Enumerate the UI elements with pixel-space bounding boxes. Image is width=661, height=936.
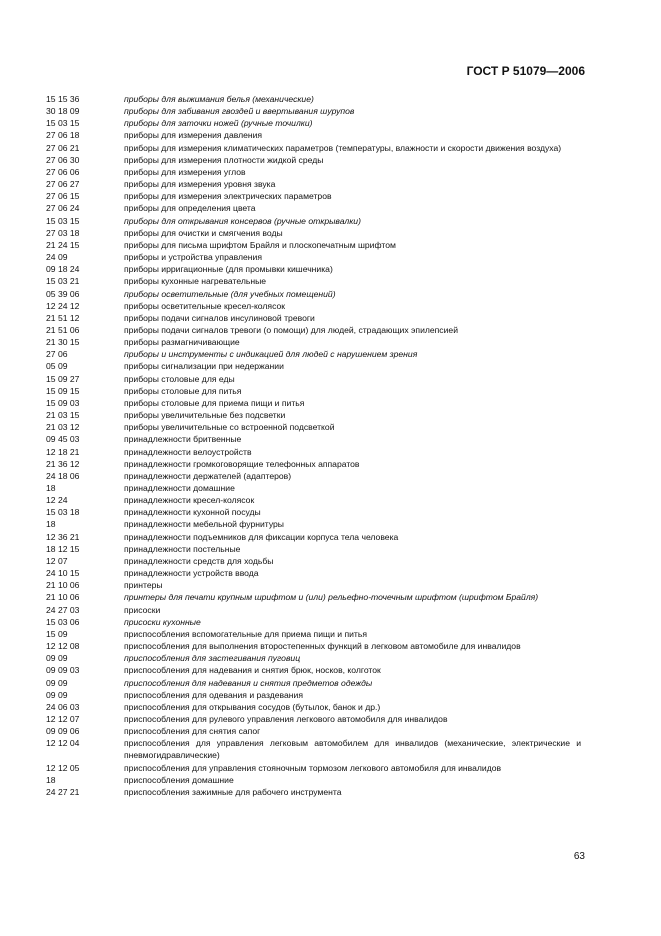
entry-code: 18 (46, 774, 56, 785)
entry-description: приборы для определения цвета (124, 203, 256, 214)
entry-code: 24 09 (46, 252, 68, 263)
list-item (46, 336, 581, 348)
list-item (46, 239, 581, 251)
list-item (46, 555, 581, 567)
entry-code: 12 12 08 (46, 641, 80, 652)
entry-description: принадлежности держателей (адаптеров) (124, 470, 292, 481)
entry-description: принадлежности устройств ввода (124, 568, 259, 579)
entry-code: 21 03 12 (46, 422, 80, 433)
entry-description: приборы осветительные (для учебных помещений) (124, 288, 336, 299)
list-item (46, 543, 581, 555)
entry-code: 24 10 15 (46, 568, 80, 579)
entry-description: приборы осветительные кресел-колясок (124, 300, 286, 311)
list-item (46, 300, 581, 312)
entry-code: 27 06 18 (46, 130, 80, 141)
list-item (46, 202, 581, 214)
entry-code: 12 24 (46, 495, 68, 506)
list-item (46, 142, 581, 154)
entry-description: приспособления домашние (124, 774, 234, 785)
document-header: ГОСТ Р 51079—2006 (466, 64, 585, 78)
entry-description: приборы столовые для еды (124, 373, 235, 384)
entry-description: приборы столовые для приема пищи и питья (124, 397, 305, 408)
list-item (46, 701, 581, 713)
entry-list (46, 93, 581, 798)
entry-description: принадлежности кухонной посуды (124, 507, 261, 518)
entry-description: приборы столовые для питья (124, 385, 242, 396)
entry-code: 15 03 21 (46, 276, 80, 287)
entry-description: принтеры для печати крупным шрифтом и (или) рельефно-точечным шрифтом (шрифтом Брайля) (124, 592, 539, 603)
entry-description: приборы для измерения углов (124, 166, 246, 177)
list-item (46, 348, 581, 360)
entry-code: 21 36 12 (46, 458, 80, 469)
list-item (46, 470, 581, 482)
list-item (46, 531, 581, 543)
list-item (46, 288, 581, 300)
entry-description: приборы для измерения электрических параметров (124, 191, 332, 202)
list-item (46, 737, 581, 761)
entry-code: 12 12 07 (46, 713, 80, 724)
entry-code: 24 06 03 (46, 701, 80, 712)
entry-code: 12 18 21 (46, 446, 80, 457)
entry-code: 12 12 05 (46, 762, 80, 773)
entry-code: 21 24 15 (46, 239, 80, 250)
entry-description: приспособления зажимные для рабочего инструмента (124, 786, 342, 797)
entry-description: приспособления для открывания сосудов (бутылок, банок и др.) (124, 701, 381, 712)
entry-description: принадлежности постельные (124, 543, 241, 554)
list-item (46, 433, 581, 445)
entry-code: 12 12 04 (46, 738, 80, 749)
entry-code: 24 27 03 (46, 604, 80, 615)
entry-description: присоски кухонные (124, 616, 201, 627)
entry-description: приспособления для управления легковым автомобилем для инвалидов (механические, электрические и пневмогидравлические) (124, 738, 581, 761)
entry-description: принадлежности подъемников для фиксации корпуса тела человека (124, 531, 399, 542)
entry-description: принадлежности громкоговорящие телефонных аппаратов (124, 458, 360, 469)
list-item (46, 117, 581, 129)
list-item (46, 154, 581, 166)
entry-code: 09 18 24 (46, 264, 80, 275)
entry-description: принадлежности велоустройств (124, 446, 252, 457)
entry-description: приборы для измерения плотности жидкой среды (124, 154, 324, 165)
list-item (46, 567, 581, 579)
entry-code: 12 36 21 (46, 531, 80, 542)
entry-code: 05 09 (46, 361, 68, 372)
entry-description: приспособления для снятия сапог (124, 726, 261, 737)
list-item (46, 579, 581, 591)
entry-description: приборы сигнализации при недержании (124, 361, 284, 372)
entry-description: принтеры (124, 580, 163, 591)
entry-code: 15 09 (46, 628, 68, 639)
list-item (46, 385, 581, 397)
entry-description: принадлежности кресел-колясок (124, 495, 255, 506)
entry-code: 24 18 06 (46, 470, 80, 481)
entry-code: 21 51 12 (46, 312, 80, 323)
list-item (46, 190, 581, 202)
entry-code: 27 06 30 (46, 154, 80, 165)
entry-code: 30 18 09 (46, 106, 80, 117)
entry-description: приборы увеличительные без подсветки (124, 410, 286, 421)
entry-code: 09 09 (46, 653, 68, 664)
list-item (46, 506, 581, 518)
list-item (46, 494, 581, 506)
entry-description: присоски (124, 604, 161, 615)
list-item (46, 373, 581, 385)
entry-description: приспособления для надевания и снятия предметов одежды (124, 677, 373, 688)
entry-code: 15 03 06 (46, 616, 80, 627)
entry-code: 15 03 15 (46, 118, 80, 129)
list-item (46, 409, 581, 421)
entry-description: приспособления для выполнения второстепенных функций в легковом автомобиле для инвалидов (124, 641, 521, 652)
entry-code: 18 (46, 519, 56, 530)
entry-code: 27 06 21 (46, 142, 80, 153)
entry-code: 09 45 03 (46, 434, 80, 445)
entry-code: 27 06 24 (46, 203, 80, 214)
entry-description: приборы для письма шрифтом Брайля и плоскопечатным шрифтом (124, 239, 396, 250)
list-item (46, 774, 581, 786)
list-item (46, 105, 581, 117)
entry-description: приспособления для надевания и снятия брюк, носков, колготок (124, 665, 381, 676)
entry-description: приборы увеличительные со встроенной подсветкой (124, 422, 335, 433)
entry-code: 15 03 18 (46, 507, 80, 518)
list-item (46, 458, 581, 470)
entry-description: приборы ирригационные (для промывки кишечника) (124, 264, 333, 275)
entry-description: приборы для забивания гвоздей и ввертывания шурупов (124, 106, 355, 117)
entry-description: приборы размагничивающие (124, 337, 240, 348)
entry-description: приборы для измерения уровня звука (124, 179, 276, 190)
list-item (46, 312, 581, 324)
entry-code: 27 03 18 (46, 227, 80, 238)
list-item (46, 421, 581, 433)
entry-code: 15 09 03 (46, 397, 80, 408)
list-item (46, 652, 581, 664)
entry-description: приборы кухонные нагревательные (124, 276, 267, 287)
entry-description: принадлежности бритвенные (124, 434, 242, 445)
page-number: 63 (573, 851, 585, 862)
list-item (46, 664, 581, 676)
list-item (46, 227, 581, 239)
entry-description: приспособления для управления стояночным тормозом легкового автомобиля для инвалидов (124, 762, 502, 773)
entry-description: приспособления для рулевого управления легкового автомобиля для инвалидов (124, 713, 448, 724)
list-item (46, 275, 581, 287)
list-item (46, 482, 581, 494)
list-item (46, 324, 581, 336)
entry-code: 21 03 15 (46, 410, 80, 421)
entry-code: 05 39 06 (46, 288, 80, 299)
list-item (46, 677, 581, 689)
entry-description: приборы подачи сигналов инсулиновой тревоги (124, 312, 315, 323)
entry-description: приборы и устройства управления (124, 252, 262, 263)
list-item (46, 604, 581, 616)
list-item (46, 397, 581, 409)
entry-code: 18 (46, 483, 56, 493)
list-item (46, 616, 581, 628)
entry-code: 09 09 (46, 677, 68, 688)
list-item (46, 591, 581, 603)
entry-code: 15 09 27 (46, 373, 80, 384)
entry-code: 27 06 (46, 349, 68, 360)
list-item (46, 93, 581, 105)
entry-code: 12 24 12 (46, 300, 80, 311)
entry-description: приборы подачи сигналов тревоги (о помощи) для людей, страдающих эпилепсией (124, 324, 458, 335)
entry-description: приспособления для одевания и раздевания (124, 689, 303, 700)
list-item (46, 166, 581, 178)
list-item (46, 129, 581, 141)
entry-code: 21 10 06 (46, 592, 80, 603)
entry-code: 21 10 06 (46, 580, 80, 591)
entry-code: 27 06 15 (46, 191, 80, 202)
list-item (46, 762, 581, 774)
list-item (46, 713, 581, 725)
entry-code: 09 09 06 (46, 726, 80, 737)
list-item (46, 725, 581, 737)
entry-code: 15 03 15 (46, 215, 80, 226)
entry-code: 21 51 06 (46, 324, 80, 335)
entry-description: принадлежности домашние (124, 483, 235, 493)
entry-code: 09 09 (46, 689, 68, 700)
entry-description: приборы и инструменты с индикацией для людей с нарушением зрения (124, 349, 418, 360)
entry-code: 27 06 27 (46, 179, 80, 190)
entry-description: принадлежности средств для ходьбы (124, 555, 274, 566)
entry-code: 24 27 21 (46, 786, 80, 797)
entry-code: 09 09 03 (46, 665, 80, 676)
entry-description: приборы для заточки ножей (ручные точилки) (124, 118, 313, 129)
entry-code: 27 06 06 (46, 166, 80, 177)
list-item (46, 640, 581, 652)
entry-code: 21 30 15 (46, 337, 80, 348)
entry-description: приспособления вспомогательные для приема пищи и питья (124, 628, 367, 639)
list-item (46, 689, 581, 701)
list-item (46, 178, 581, 190)
list-item (46, 518, 581, 530)
entry-code: 12 07 (46, 555, 68, 566)
list-item (46, 786, 581, 798)
entry-description: приборы для измерения давления (124, 130, 263, 141)
entry-code: 15 09 15 (46, 385, 80, 396)
entry-description: приборы для измерения климатических параметров (температуры, влажности и скорости движения воздуха) (124, 142, 562, 153)
entry-code: 18 12 15 (46, 543, 80, 554)
list-item (46, 446, 581, 458)
list-item (46, 360, 581, 372)
list-item (46, 215, 581, 227)
list-item (46, 251, 581, 263)
entry-description: приборы для очистки и смягчения воды (124, 227, 283, 238)
entry-code: 15 15 36 (46, 94, 80, 104)
entry-description: приборы для открывания консервов (ручные открывалки) (124, 215, 361, 226)
entry-description: приборы для выжимания белья (механические) (124, 94, 314, 104)
entry-description: приспособления для застегивания пуговиц (124, 653, 301, 664)
list-item (46, 263, 581, 275)
entry-description: принадлежности мебельной фурнитуры (124, 519, 284, 530)
list-item (46, 628, 581, 640)
